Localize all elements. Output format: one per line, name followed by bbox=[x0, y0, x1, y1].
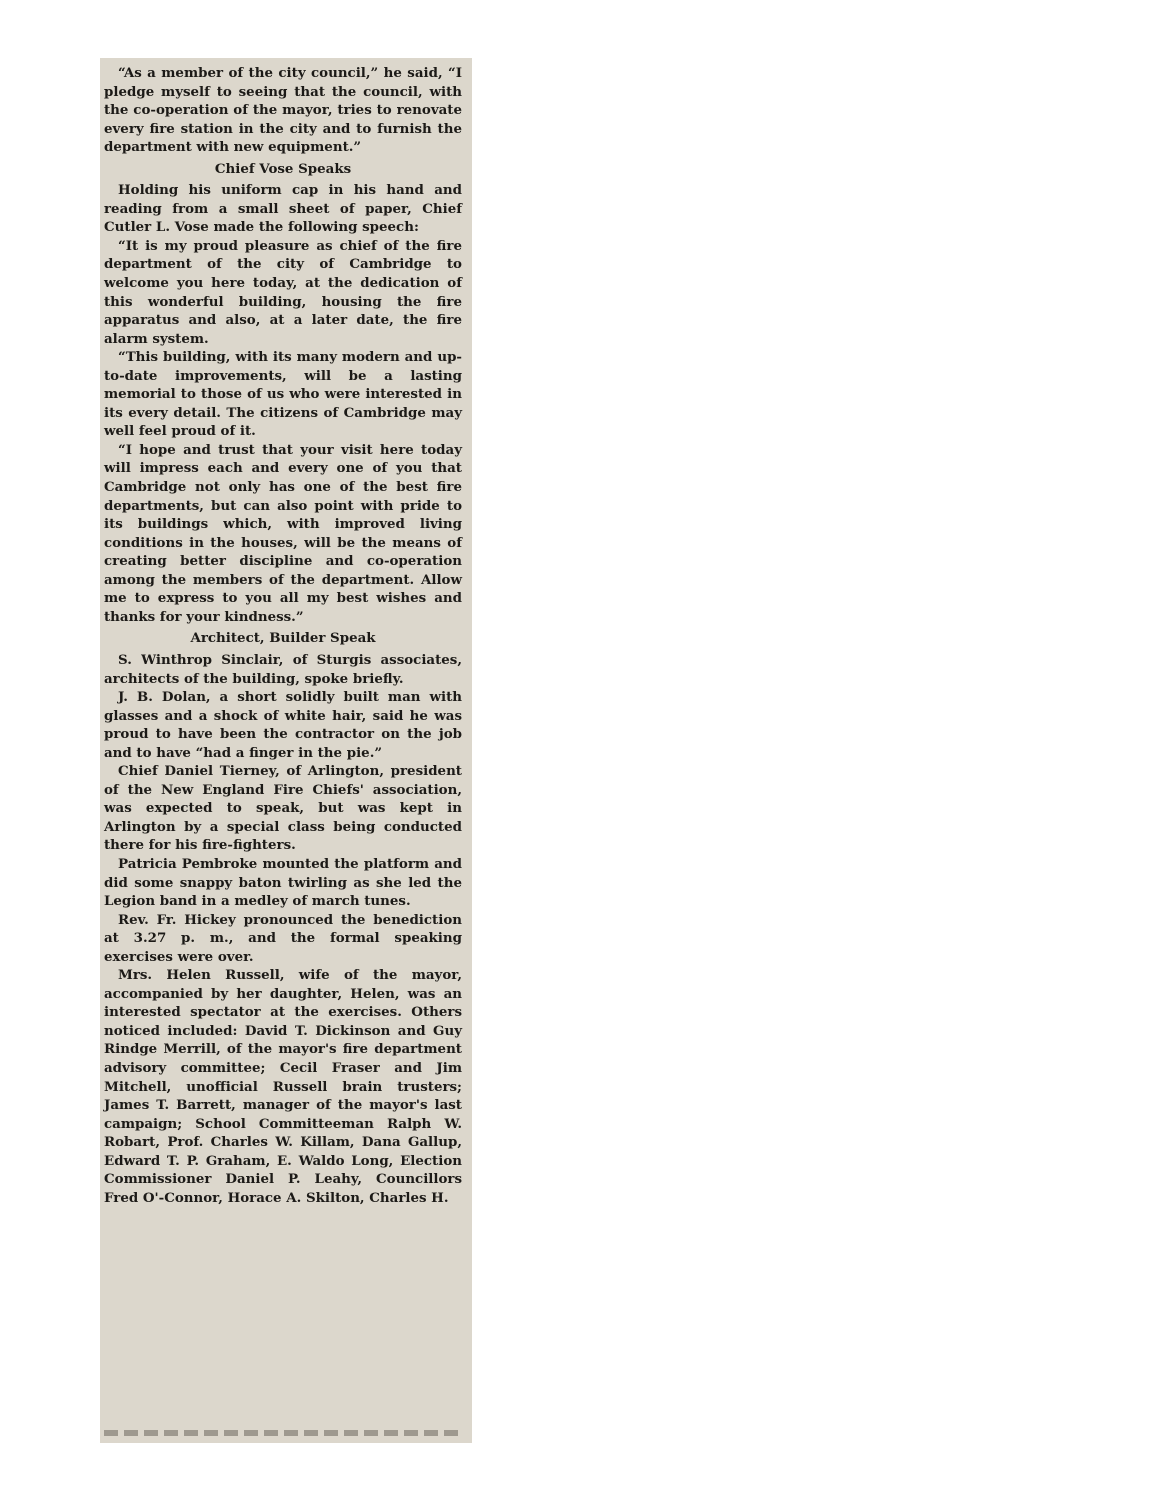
article-paragraph: “I hope and trust that your visit here today will impress each and every one of you that Cambridge not only has one of the best fire departments, but can also point with pride to its buildings which, with improved living conditions in the houses, will be the means of creating better discipline and co-operation among the members of the department. Allow me to express to you all my best wishes and thanks for your kindness.” bbox=[104, 441, 462, 625]
article-paragraph: J. B. Dolan, a short solidly built man with glasses and a shock of white hair, said he was proud to have been the contractor on the job and to have “had a finger in the pie.” bbox=[104, 689, 462, 761]
subheading-chief-vose: Chief Vose Speaks bbox=[214, 160, 352, 177]
article-paragraph: Holding his uniform cap in his hand and reading from a small sheet of paper, Chief Cutler L. Vose made the following speech: bbox=[104, 182, 462, 236]
article-paragraph: Rev. Fr. Hickey pronounced the benediction at 3.27 p. m., and the formal speaking exercises were over. bbox=[104, 911, 462, 965]
article-paragraph: “It is my proud pleasure as chief of the fire department of the city of Cambridge to welcome you here today, at the dedication of this wonderful building, housing the fire apparatus and also, at a later date, the fire alarm system. bbox=[104, 237, 462, 347]
subheading-architect-builder: Architect, Builder Speak bbox=[190, 630, 376, 647]
article-paragraph: “This building, with its many modern and up-to-date improvements, will be a lasting memorial to those of us who were interested in its every detail. The citizens of Cambridge may well feel proud of it. bbox=[104, 349, 462, 440]
article-paragraph: S. Winthrop Sinclair, of Sturgis associates, architects of the building, spoke briefly. bbox=[104, 651, 462, 687]
article-paragraph: Mrs. Helen Russell, wife of the mayor, accompanied by her daughter, Helen, was an interested spectator at the exercises. Others noticed included: David T. Dickinson and Guy Rindge Merrill, of the mayor's fire department advisory committee; Cecil Fraser and Jim Mitchell, unofficial Russell brain trusters; James T. Barrett, manager of the mayor's last campaign; School Committeeman Ralph W. Robart, Prof. Charles W. Killam, Dana Gallup, Edward T. P. Graham, E. Waldo Long, Election Commissioner Daniel P. Leahy, Councillors Fred O'-Connor, Horace A. Skilton, Charles H. bbox=[104, 967, 462, 1206]
article-paragraph: Patricia Pembroke mounted the platform and did some snappy baton twirling as she led the Legion band in a medley of march tunes. bbox=[104, 855, 462, 910]
newspaper-clipping bbox=[100, 58, 472, 1443]
cut-off-text-line bbox=[104, 1430, 460, 1436]
article-paragraph: “As a member of the city council,” he said, “I pledge myself to seeing that the council, with the co-operation of the mayor, tries to renovate every fire station in the city and to furnish the department with new equipment.” bbox=[104, 65, 462, 156]
article-body bbox=[104, 64, 462, 1207]
article-paragraph: Chief Daniel Tierney, of Arlington, president of the New England Fire Chiefs' association, was expected to speak, but was kept in Arlington by a special class being conducted there for his fire-fighters. bbox=[104, 763, 462, 854]
